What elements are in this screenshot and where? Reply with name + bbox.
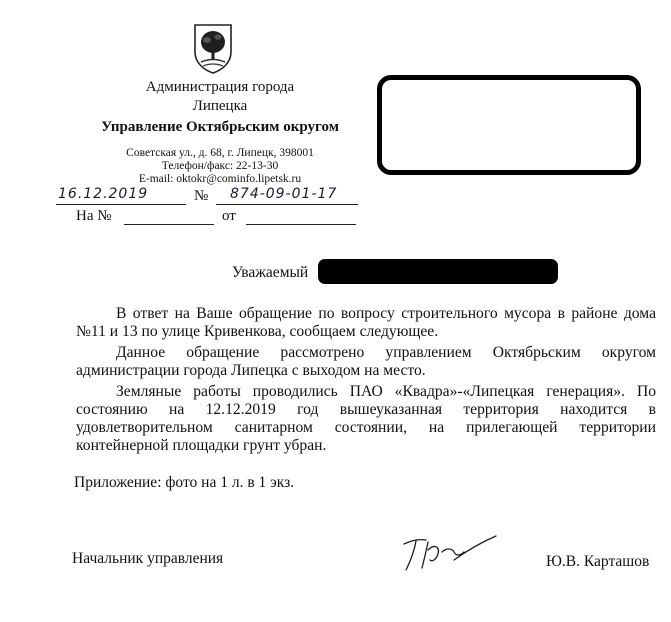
reference-date-line [246,224,356,225]
signatory-name: Ю.В. Карташов [546,553,650,570]
reference-number-line [124,224,214,225]
body-paragraph-2: Данное обращение рассмотрено управлением Октябрьским округом администрации города Липецка с выходом на место. [76,344,656,379]
salutation: Уважаемый [232,264,309,281]
document-number: 874-09-01-17 [230,186,338,202]
org-name-line2: Липецка [192,98,248,114]
body-paragraph-1: В ответ на Ваше обращение по вопросу строительного мусора в районе дома №11 и 13 по улице Кривенкова, сообщаем следующее. [76,305,656,340]
reference-number-label: На № [76,208,112,224]
date-underline [56,204,186,205]
attachment-note: Приложение: фото на 1 л. в 1 экз. [74,474,295,491]
number-underline [216,204,358,205]
signatory-position: Начальник управления [72,550,224,567]
redacted-recipient-name [318,259,558,284]
address-line: Советская ул., д. 68, г. Липецк, 398001 [126,147,314,159]
coat-of-arms-emblem [192,22,234,74]
department-name: Управление Октябрьским округом [101,119,339,135]
phone-line: Телефон/факс: 22-13-30 [161,160,279,172]
redacted-addressee-block [377,75,641,175]
body-paragraph-3: Земляные работы проводились ПАО «Квадра»-«Липецкая генерация». По состоянию на 12.12.2019 год вышеуказанная территория находится в удовлетворительном санитарном состоянии, на прилегающей территории контейнерной площадки грунт убран. [76,383,656,454]
org-name-line1: Администрация города [145,79,295,95]
reference-date-label: от [222,208,236,224]
number-sign: № [194,188,209,204]
email-line: E-mail: oktokr@cominfo.lipetsk.ru [138,173,302,185]
document-date: 16.12.2019 [58,186,149,202]
handwritten-signature [398,530,500,574]
